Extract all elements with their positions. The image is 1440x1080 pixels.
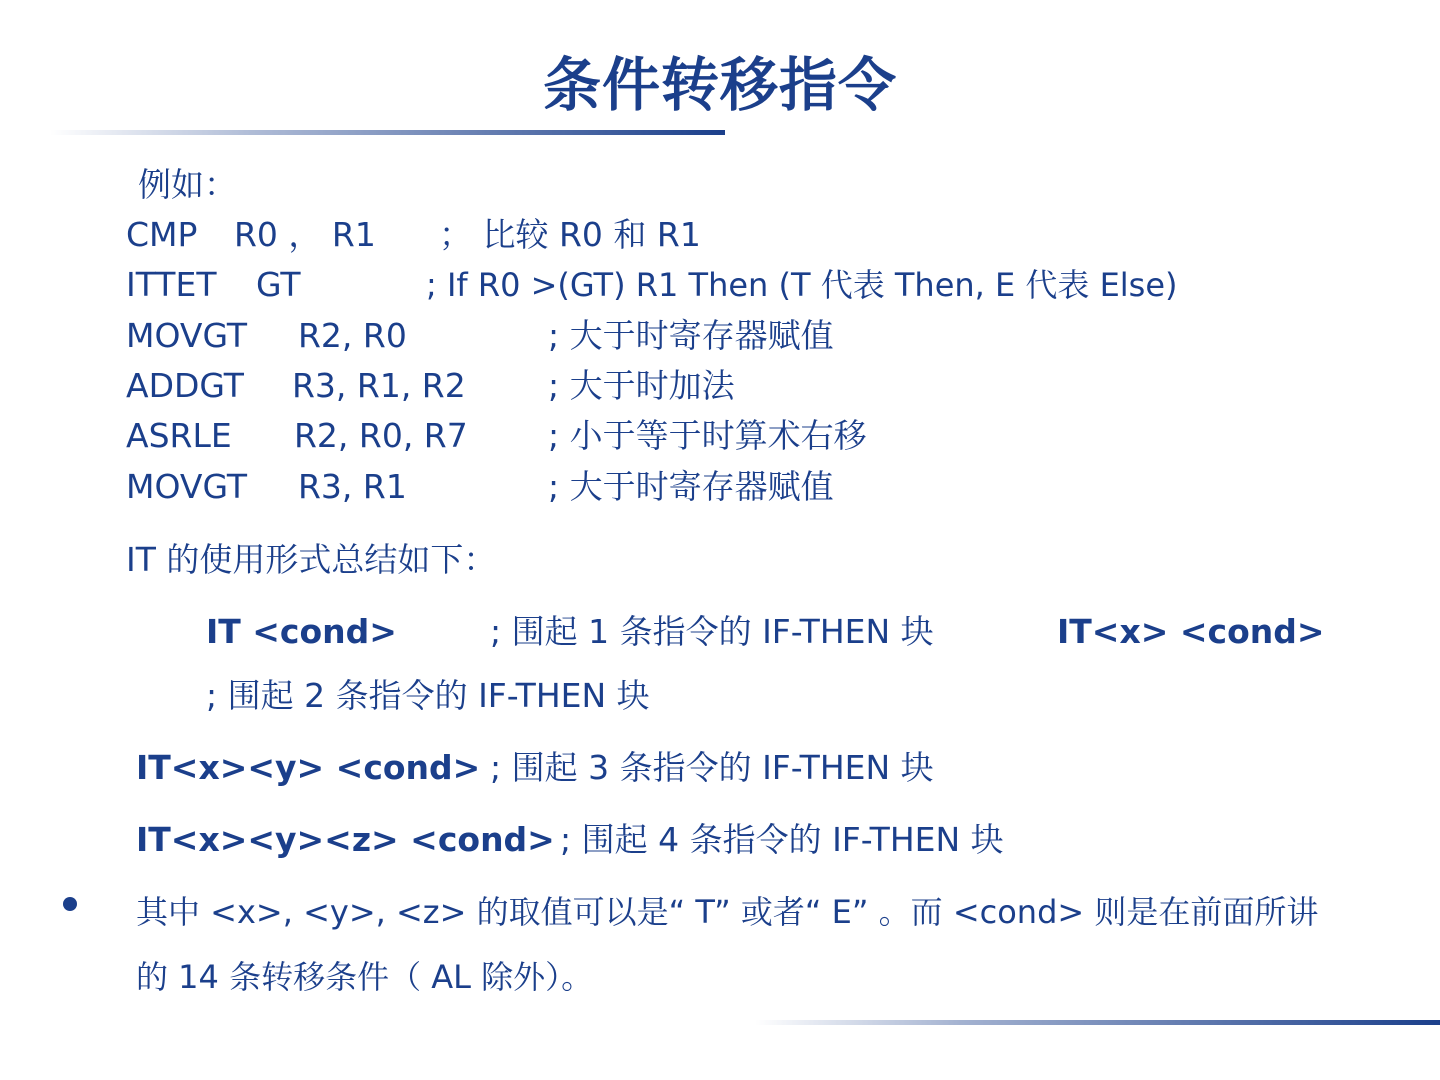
summary-heading: IT 的使用形式总结如下： (126, 540, 497, 579)
code-op: MOVGT (126, 467, 247, 506)
code-op: MOVGT (126, 316, 247, 355)
code-comment: ; 大于时寄存器赋值 (548, 316, 834, 355)
it-form-row-1 (206, 612, 1426, 652)
code-args: R2, R0 (298, 316, 407, 355)
code-line-movgt-1 (126, 316, 1426, 356)
code-args: R3, R1, R2 (292, 366, 466, 405)
code-line-ittet (126, 265, 1426, 305)
code-line-movgt-2 (126, 467, 1426, 507)
it-form-row-3 (136, 748, 1336, 788)
bullet-dot (63, 897, 77, 911)
code-op: ASRLE (126, 416, 232, 455)
code-comment: ; 大于时寄存器赋值 (548, 467, 834, 506)
code-comment: ； 比较 R0 和 R1 (439, 215, 701, 254)
note-line-1: 其中 <x>, <y>, <z> 的取值可以是“ T” 或者“ E” 。而 <cond> 则是在前面所讲 (136, 893, 1319, 931)
code-args: R3, R1 (298, 467, 407, 506)
it-form-syntax: IT<x><y> <cond> (136, 748, 481, 787)
it-form-syntax: IT <cond> (206, 612, 397, 651)
code-comment: ; 大于时加法 (548, 366, 735, 405)
it-form-row-4 (136, 820, 1336, 860)
it-form-syntax: IT<x><y><z> <cond> (136, 820, 555, 859)
slide-title: 条件转移指令 (542, 51, 897, 119)
title-underline (50, 130, 725, 135)
note-line-2: 的 14 条转移条件（ AL 除外）。 (136, 958, 594, 996)
code-line-addgt (126, 366, 1426, 406)
code-op: ADDGT (126, 366, 244, 405)
code-comment: ; If R0 >(GT) R1 Then (T 代表 Then, E 代表 Else) (426, 266, 1178, 304)
code-op: CMP (126, 215, 198, 254)
code-op: ITTET (126, 265, 217, 304)
code-args: R2, R0, R7 (294, 416, 468, 455)
code-comment: ; 小于等于时算术右移 (548, 416, 867, 455)
code-args: GT (256, 265, 301, 304)
it-form-comment: ; 围起 3 条指令的 IF-THEN 块 (490, 748, 934, 787)
code-line-asrle (126, 416, 1426, 456)
example-label: 例如： (138, 165, 237, 204)
code-line-cmp (126, 215, 1426, 255)
it-form-comment: ; 围起 4 条指令的 IF-THEN 块 (560, 820, 1004, 859)
it-form-comment: ; 围起 1 条指令的 IF-THEN 块 (490, 612, 934, 651)
it-form-comment: ; 围起 2 条指令的 IF-THEN 块 (206, 676, 650, 715)
footer-rule (755, 1020, 1440, 1025)
it-form-syntax: IT<x> <cond> (1057, 612, 1325, 651)
code-args: R0 ， R1 (234, 215, 376, 254)
